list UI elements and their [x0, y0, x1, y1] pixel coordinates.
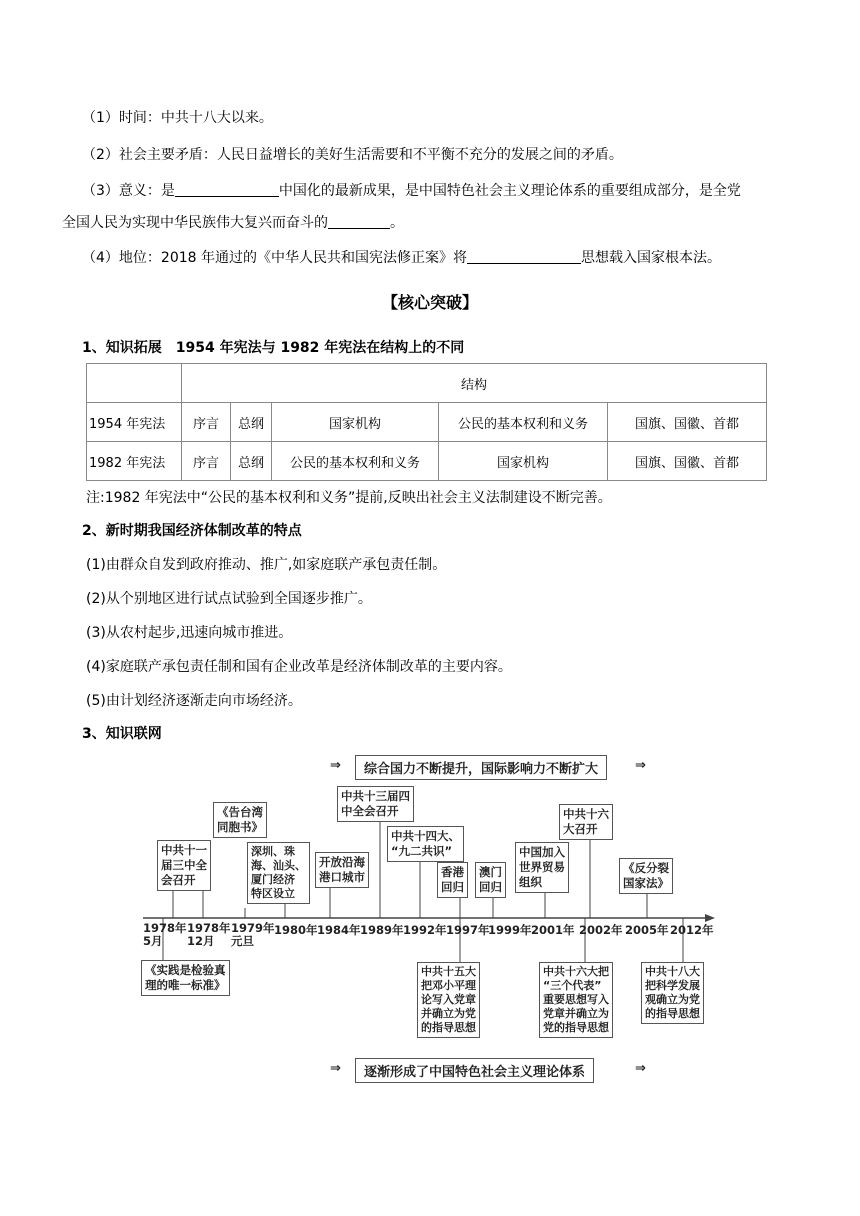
s3-heading: 3、知识联网 — [82, 726, 162, 742]
event-box: 深圳、珠 海、汕头、 厦门经济 特区设立 — [247, 842, 310, 904]
intro-item-3-part-d: 。 — [390, 215, 404, 231]
event-box: 中共十五大 把邓小平理 论写入党章 并确立为党 的指导思想 — [417, 962, 480, 1038]
table-cell: 1954 年宪法 — [87, 403, 182, 442]
intro-item-3-part-c: 全国人民为实现中华民族伟大复兴而奋斗的 — [62, 215, 328, 231]
section-title: 【核心突破】 — [381, 293, 478, 312]
year-label: 1997年 — [446, 923, 490, 937]
event-box: 《反分裂 国家法》 — [619, 858, 673, 894]
arrow-icon: ⇒ — [330, 1061, 341, 1076]
table-cell: 国家机构 — [439, 442, 608, 481]
arrow-icon: ⇒ — [330, 758, 341, 773]
s2-heading: 2、新时期我国经济体制改革的特点 — [82, 523, 302, 539]
s2-item: (4)家庭联产承包责任制和国有企业改革是经济体制改革的主要内容。 — [86, 659, 512, 675]
event-box: 香港 回归 — [437, 862, 468, 898]
s2-item: (3)从农村起步,迅速向城市推进。 — [86, 625, 293, 641]
year-label: 1989年 — [360, 923, 404, 937]
event-box: 澳门 回归 — [475, 862, 506, 898]
table-cell: 国家机构 — [272, 403, 439, 442]
table-cell: 总纲 — [231, 403, 272, 442]
intro-item-4-part-a: （4）地位：2018 年通过的《中华人民共和国宪法修正案》将 — [82, 250, 467, 266]
s1-heading: 1、知识拓展 1954 年宪法与 1982 年宪法在结构上的不同 — [82, 340, 465, 356]
bottom-banner: 逐渐形成了中国特色社会主义理论体系 — [355, 1058, 594, 1083]
constitution-table — [86, 363, 767, 481]
intro-item-3-part-b: 中国化的最新成果，是中国特色社会主义理论体系的重要组成部分，是全党 — [278, 183, 741, 199]
year-label: 1978年 12月 — [187, 921, 231, 948]
table-cell: 序言 — [182, 403, 231, 442]
year-label: 1984年 — [317, 923, 361, 937]
arrow-icon: ⇒ — [635, 1061, 646, 1076]
table-cell: 国旗、国徽、首都 — [608, 442, 767, 481]
event-box: 开放沿海 港口城市 — [315, 852, 369, 888]
intro-item-3-cont — [62, 213, 404, 233]
table-cell: 国旗、国徽、首都 — [608, 403, 767, 442]
year-label: 1999年 — [488, 923, 532, 937]
year-label: 1978年 5月 — [143, 921, 187, 948]
table-header-cell: 结构 — [182, 364, 767, 403]
event-box: 中共十四大、 “九二共识” — [387, 826, 464, 862]
intro-item-2: （2）社会主要矛盾：人民日益增长的美好生活需要和不平衡不充分的发展之间的矛盾。 — [82, 147, 623, 163]
intro-item-4-part-b: 思想载入国家根本法。 — [581, 250, 721, 266]
s2-item: (2)从个别地区进行试点试验到全国逐步推广。 — [86, 591, 372, 607]
fill-blank-3[interactable] — [467, 249, 581, 264]
table-cell: 1982 年宪法 — [87, 442, 182, 481]
arrow-icon: ⇒ — [635, 758, 646, 773]
year-label: 2002年 — [579, 923, 623, 937]
event-box: 中国加入 世界贸易 组织 — [515, 842, 569, 893]
fill-blank-1[interactable] — [175, 182, 279, 197]
event-box: 中共十六 大召开 — [559, 804, 613, 840]
intro-item-4 — [82, 248, 721, 268]
s1-note: 注:1982 年宪法中“公民的基本权利和义务”提前,反映出社会主义法制建设不断完善。 — [86, 490, 612, 506]
table-row — [87, 442, 767, 481]
table-cell: 总纲 — [231, 442, 272, 481]
event-box: 《实践是检验真 理的唯一标准》 — [141, 960, 230, 996]
s2-item: (5)由计划经济逐渐走向市场经济。 — [86, 693, 302, 709]
intro-item-1: （1）时间：中共十八大以来。 — [82, 110, 273, 126]
intro-item-3-part-a: （3）意义：是 — [82, 183, 175, 199]
top-banner: 综合国力不断提升，国际影响力不断扩大 — [355, 755, 607, 780]
table-cell: 公民的基本权利和义务 — [272, 442, 439, 481]
table-header-row — [87, 364, 767, 403]
year-label: 2005年 — [625, 923, 669, 937]
intro-item-3 — [82, 181, 741, 201]
event-box: 中共十三届四 中全会召开 — [337, 786, 414, 822]
knowledge-timeline — [135, 748, 725, 1083]
year-label: 1979年 元旦 — [231, 921, 275, 948]
event-box: 中共十六大把 “三个代表” 重要思想写入 党章并确立为 党的指导思想 — [539, 962, 613, 1038]
table-cell: 公民的基本权利和义务 — [439, 403, 608, 442]
fill-blank-2[interactable] — [328, 214, 390, 229]
table-row — [87, 403, 767, 442]
year-label: 1980年 — [274, 923, 318, 937]
s2-item: (1)由群众自发到政府推动、推广,如家庭联产承包责任制。 — [86, 557, 447, 573]
table-corner-cell — [87, 364, 182, 403]
table-cell: 序言 — [182, 442, 231, 481]
year-label: 2012年 — [670, 923, 714, 937]
event-box: 中共十八大 把科学发展 观确立为党 的指导思想 — [641, 962, 704, 1024]
event-box: 《告台湾 同胞书》 — [213, 802, 267, 838]
year-label: 1992年 — [403, 923, 447, 937]
year-label: 2001年 — [531, 923, 575, 937]
event-box: 中共十一 届三中全 会召开 — [157, 840, 211, 891]
